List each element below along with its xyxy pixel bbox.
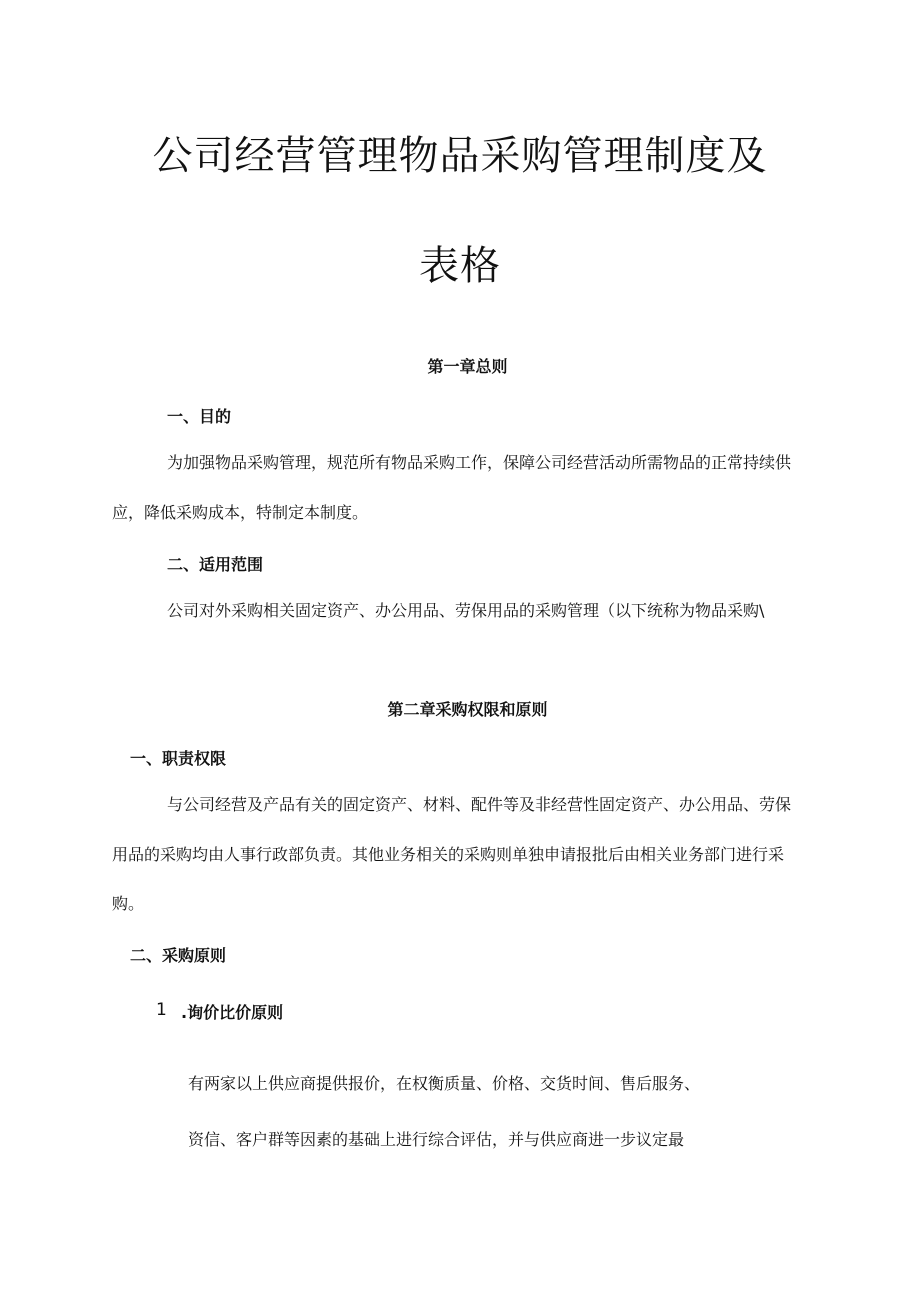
- authority-paragraph-line1: 与公司经营及产品有关的固定资产、材料、配件等及非经营性固定资产、办公用品、劳保: [167, 795, 792, 814]
- authority-paragraph-line3: 购。: [112, 894, 145, 913]
- principle-item-title: .询价比价原则: [181, 1003, 284, 1022]
- principle-paragraph-line1: 有两家以上供应商提供报价，在权衡质量、价格、交货时间、售后服务、: [188, 1074, 701, 1093]
- document-title-line2: 表格: [419, 243, 501, 289]
- scope-paragraph-line1: 公司对外采购相关固定资产、办公用品、劳保用品的采购管理（以下统称为物品采购\: [167, 601, 765, 620]
- purpose-paragraph-line1: 为加强物品采购管理，规范所有物品采购工作，保障公司经营活动所需物品的正常持续供: [167, 453, 792, 472]
- document-title-line1: 公司经营管理物品采购管理制度及: [152, 133, 768, 179]
- section-principles-heading: 二、采购原则: [130, 946, 227, 965]
- section-authority-heading: 一、职责权限: [130, 749, 227, 768]
- chapter1-title: 第一章总则: [427, 357, 508, 376]
- authority-paragraph-line2: 用品的采购均由人事行政部负责。其他业务相关的采购则单独申请报批后由相关业务部门进行采: [112, 845, 785, 864]
- principle-paragraph-line2: 资信、客户群等因素的基础上进行综合评估，并与供应商进一步议定最: [188, 1130, 685, 1149]
- section-scope-heading: 二、适用范围: [167, 555, 264, 574]
- chapter2-title: 第二章采购权限和原则: [387, 700, 548, 719]
- principle-item-number: 1: [156, 1000, 167, 1020]
- section-purpose-heading: 一、目的: [167, 407, 232, 426]
- purpose-paragraph-line2: 应，降低采购成本，特制定本制度。: [112, 503, 369, 522]
